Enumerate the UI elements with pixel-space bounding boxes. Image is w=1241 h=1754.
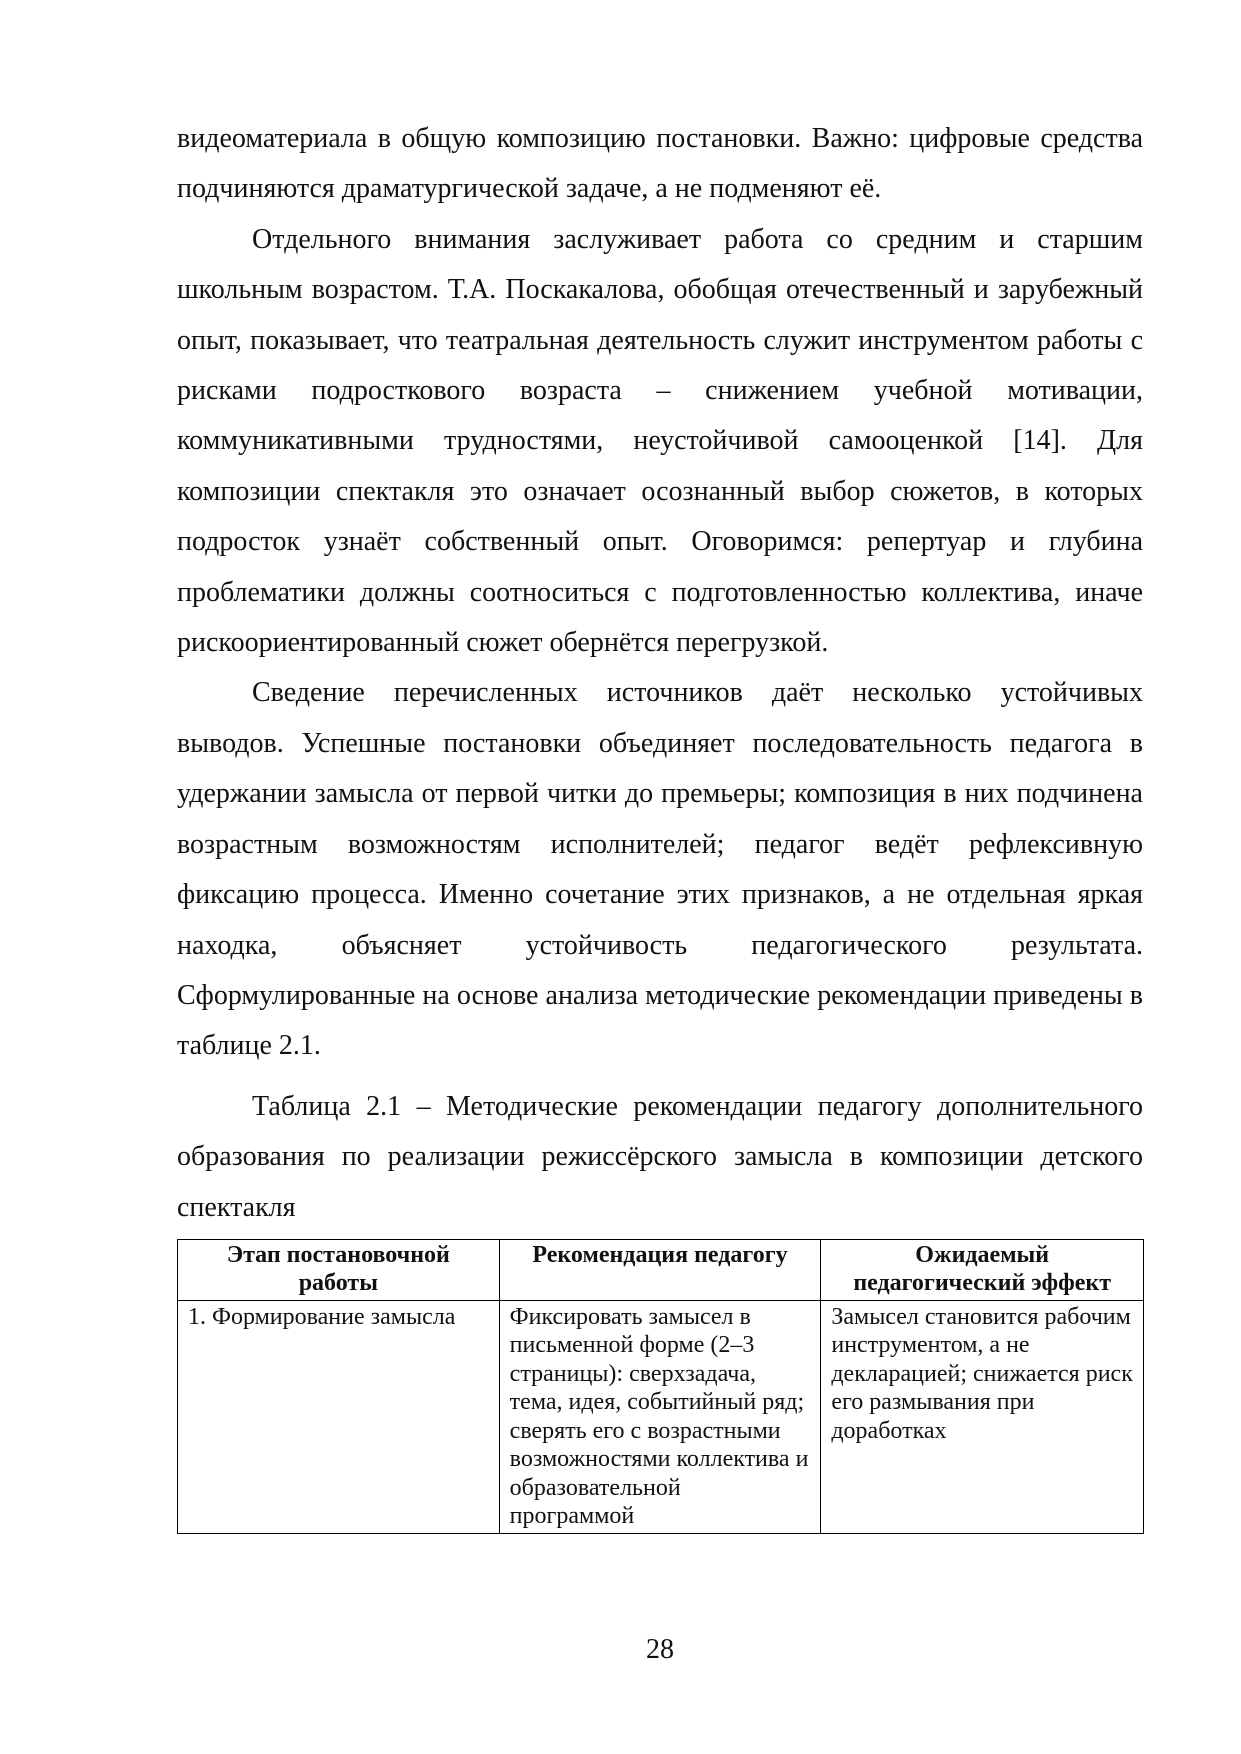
- paragraph-1: видеоматериала в общую композицию постановки. Важно: цифровые средства подчиняются драматургической задаче, а не подменяют её.: [177, 123, 1143, 205]
- header-stage: Этап постановочной работы: [178, 1239, 500, 1300]
- paragraph-3: Сведение перечисленных источников даёт несколько устойчивых выводов. Успешные постановки объединяет последовательность педагога в удержании замысла от первой читки до премьеры; композиция в них подчинена возрастным возможностям исполнителей; педагог ведёт рефлексивную фиксацию процесса. Именно сочетание этих признаков, а не отдельная яркая находка, объясняет устойчивость педагогического результата. Сформулированные на основе анализа методические рекомендации приведены в таблице 2.1.: [177, 677, 1143, 1062]
- page-number: 28: [646, 1634, 674, 1665]
- cell-recommendation: Фиксировать замысел в письменной форме (2–3 страницы): сверхзадача, тема, идея, событийный ряд; сверять его с возрастными возможностями коллектива и образовательной программой: [499, 1300, 821, 1533]
- table-row: [178, 1300, 1144, 1533]
- table-caption: Таблица 2.1 – Методические рекомендации педагогу дополнительного образования по реализации режиссёрского замысла в композиции детского спектакля: [177, 1090, 1143, 1223]
- cell-effect: Замысел становится рабочим инструментом, а не декларацией; снижается риск его размывания при доработках: [821, 1300, 1144, 1533]
- header-recommendation: Рекомендация педагогу: [499, 1239, 821, 1300]
- cell-stage: 1. Формирование замысла: [178, 1300, 500, 1533]
- table-header-row: [178, 1239, 1144, 1300]
- header-effect: Ожидаемый педагогический эффект: [821, 1239, 1144, 1300]
- recommendations-table: [177, 1239, 1144, 1534]
- paragraph-2: Отдельного внимания заслуживает работа со средним и старшим школьным возрастом. Т.А. Поскакалова, обобщая отечественный и зарубежный опыт, показывает, что театральная деятельность служит инструментом работы с рисками подросткового возраста – снижением учебной мотивации, коммуникативными трудностями, неустойчивой самооценкой [14]. Для композиции спектакля это означает осознанный выбор сюжетов, в которых подросток узнаёт собственный опыт. Оговоримся: репертуар и глубина проблематики должны соотноситься с подготовленностью коллектива, иначе рискоориентированный сюжет обернётся перегрузкой.: [177, 223, 1143, 659]
- page-content: [177, 114, 1143, 1534]
